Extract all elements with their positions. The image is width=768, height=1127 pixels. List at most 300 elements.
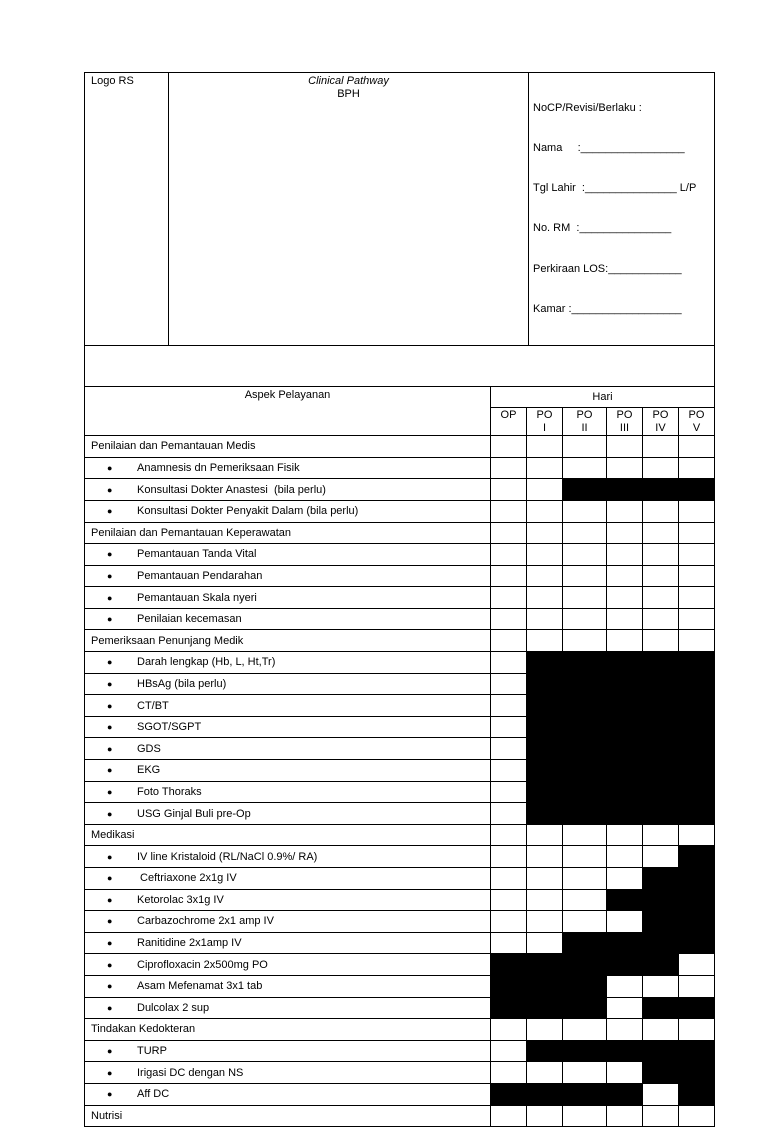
checkbox-cell[interactable]: [491, 911, 527, 933]
bullet-icon: ●: [107, 592, 113, 603]
blocked-cell: [527, 738, 563, 760]
checkbox-cell[interactable]: [563, 587, 607, 609]
meta-perkiraan-los: Perkiraan LOS:____________: [533, 262, 682, 275]
checkbox-cell[interactable]: [527, 630, 563, 652]
checkbox-cell[interactable]: [527, 846, 563, 868]
section-row: [85, 1105, 715, 1127]
checkbox-cell[interactable]: [679, 457, 715, 479]
checkbox-cell[interactable]: [643, 457, 679, 479]
checkbox-cell[interactable]: [527, 1019, 563, 1041]
blocked-cell: [643, 781, 679, 803]
item-label: Aff DC: [137, 1088, 170, 1101]
blank-spacer-row: [85, 346, 715, 387]
item-row: [85, 652, 715, 674]
item-label: Konsultasi Dokter Penyakit Dalam (bila perlu): [137, 505, 359, 518]
checkbox-cell[interactable]: [563, 1105, 607, 1127]
checkbox-cell[interactable]: [491, 436, 527, 458]
checkbox-cell[interactable]: [643, 630, 679, 652]
checkbox-cell[interactable]: [527, 889, 563, 911]
item-cell: [85, 738, 491, 760]
item-cell: [85, 1040, 491, 1062]
item-label: Pemantauan Skala nyeri: [137, 591, 257, 604]
day-column-line2: I: [542, 422, 547, 435]
checkbox-cell[interactable]: [491, 868, 527, 890]
blocked-cell: [563, 716, 607, 738]
checkbox-cell[interactable]: [491, 457, 527, 479]
blocked-cell: [563, 1040, 607, 1062]
checkbox-cell[interactable]: [607, 1105, 643, 1127]
bullet-icon: ●: [107, 1089, 113, 1100]
checkbox-cell[interactable]: [679, 1019, 715, 1041]
checkbox-cell[interactable]: [607, 436, 643, 458]
item-cell: [85, 565, 491, 587]
blocked-cell: [679, 932, 715, 954]
blocked-cell: [679, 1083, 715, 1105]
bullet-icon: ●: [107, 1002, 113, 1013]
item-cell: [85, 975, 491, 997]
item-label: Asam Mefenamat 3x1 tab: [137, 980, 263, 993]
checkbox-cell[interactable]: [563, 457, 607, 479]
blocked-cell: [563, 975, 607, 997]
blocked-cell: [643, 803, 679, 825]
item-cell: [85, 954, 491, 976]
checkbox-cell[interactable]: [643, 608, 679, 630]
checkbox-cell[interactable]: [527, 522, 563, 544]
blocked-cell: [607, 1040, 643, 1062]
blocked-cell: [563, 652, 607, 674]
bullet-icon: ●: [107, 851, 113, 862]
blocked-cell: [563, 932, 607, 954]
checkbox-cell[interactable]: [563, 1062, 607, 1084]
bullet-icon: ●: [107, 808, 113, 819]
item-label: Anamnesis dn Pemeriksaan Fisik: [137, 462, 300, 475]
checkbox-cell[interactable]: [607, 911, 643, 933]
item-label: Irigasi DC dengan NS: [137, 1066, 244, 1079]
bullet-icon: ●: [107, 614, 113, 625]
clinical-pathway-form: [84, 72, 714, 1127]
checkbox-cell[interactable]: [527, 479, 563, 501]
blocked-cell: [527, 1040, 563, 1062]
checkbox-cell[interactable]: [563, 630, 607, 652]
blocked-cell: [643, 1040, 679, 1062]
checkbox-cell[interactable]: [679, 587, 715, 609]
item-label: Konsultasi Dokter Anastesi (bila perlu): [137, 483, 326, 496]
blocked-cell: [607, 716, 643, 738]
item-label: HBsAg (bila perlu): [137, 677, 227, 690]
item-label: Ranitidine 2x1amp IV: [137, 937, 242, 950]
checkbox-cell[interactable]: [491, 587, 527, 609]
checkbox-cell[interactable]: [563, 846, 607, 868]
blocked-cell: [643, 954, 679, 976]
blocked-cell: [527, 760, 563, 782]
checkbox-cell[interactable]: [643, 544, 679, 566]
checkbox-cell[interactable]: [491, 1105, 527, 1127]
checkbox-cell[interactable]: [679, 544, 715, 566]
checkbox-cell[interactable]: [563, 436, 607, 458]
form-header-table: [84, 72, 715, 346]
checkbox-cell[interactable]: [527, 565, 563, 587]
checkbox-cell[interactable]: [527, 1105, 563, 1127]
checkbox-cell[interactable]: [527, 587, 563, 609]
patient-info-cell: [529, 73, 715, 346]
day-column-header: [607, 408, 643, 436]
checkbox-cell[interactable]: [607, 997, 643, 1019]
checkbox-cell[interactable]: [679, 1105, 715, 1127]
checkbox-cell[interactable]: [491, 522, 527, 544]
section-label: Penilaian dan Pemantauan Keperawatan: [85, 522, 491, 544]
checkbox-cell[interactable]: [491, 738, 527, 760]
item-cell: [85, 479, 491, 501]
blocked-cell: [527, 803, 563, 825]
checkbox-cell[interactable]: [491, 652, 527, 674]
blocked-cell: [643, 932, 679, 954]
item-row: [85, 997, 715, 1019]
blocked-cell: [643, 479, 679, 501]
checkbox-cell[interactable]: [643, 587, 679, 609]
checkbox-cell[interactable]: [679, 975, 715, 997]
day-column-line1: PO: [652, 409, 669, 422]
checkbox-cell[interactable]: [491, 479, 527, 501]
blocked-cell: [607, 695, 643, 717]
blocked-cell: [607, 1083, 643, 1105]
blocked-cell: [563, 738, 607, 760]
item-cell: [85, 781, 491, 803]
item-row: [85, 479, 715, 501]
checkbox-cell[interactable]: [679, 608, 715, 630]
blocked-cell: [527, 673, 563, 695]
checkbox-cell[interactable]: [527, 868, 563, 890]
item-cell: [85, 457, 491, 479]
checkbox-cell[interactable]: [491, 544, 527, 566]
blocked-cell: [607, 954, 643, 976]
bullet-icon: ●: [107, 743, 113, 754]
blocked-cell: [679, 803, 715, 825]
checkbox-cell[interactable]: [527, 911, 563, 933]
checkbox-cell[interactable]: [679, 954, 715, 976]
checkbox-cell[interactable]: [679, 824, 715, 846]
blocked-cell: [643, 889, 679, 911]
checkbox-cell[interactable]: [491, 889, 527, 911]
item-row: [85, 868, 715, 890]
blocked-cell: [563, 803, 607, 825]
bullet-icon: ●: [107, 678, 113, 689]
item-row: [85, 781, 715, 803]
checkbox-cell[interactable]: [607, 975, 643, 997]
checkbox-cell[interactable]: [491, 695, 527, 717]
checkbox-cell[interactable]: [679, 565, 715, 587]
item-row: [85, 889, 715, 911]
item-row: [85, 954, 715, 976]
checkbox-cell[interactable]: [527, 608, 563, 630]
checkbox-cell[interactable]: [563, 522, 607, 544]
bullet-icon: ●: [107, 1067, 113, 1078]
blocked-cell: [679, 1040, 715, 1062]
item-label: SGOT/SGPT: [137, 721, 202, 734]
checkbox-cell[interactable]: [607, 587, 643, 609]
checkbox-cell[interactable]: [607, 630, 643, 652]
blocked-cell: [643, 760, 679, 782]
item-row: [85, 673, 715, 695]
day-column-header: [491, 408, 527, 436]
checkbox-cell[interactable]: [643, 436, 679, 458]
item-row: [85, 1040, 715, 1062]
blocked-cell: [643, 695, 679, 717]
checkbox-cell[interactable]: [607, 565, 643, 587]
checkbox-cell[interactable]: [491, 565, 527, 587]
item-row: [85, 716, 715, 738]
section-label: Pemeriksaan Penunjang Medik: [85, 630, 491, 652]
day-column-header: [643, 408, 679, 436]
item-label: Pemantauan Pendarahan: [137, 569, 263, 582]
blocked-cell: [491, 954, 527, 976]
meta-nocp: NoCP/Revisi/Berlaku :: [533, 101, 642, 114]
checkbox-cell[interactable]: [491, 608, 527, 630]
blocked-cell: [679, 673, 715, 695]
checkbox-cell[interactable]: [563, 608, 607, 630]
item-row: [85, 544, 715, 566]
section-label: Penilaian dan Pemantauan Medis: [85, 436, 491, 458]
bullet-icon: ●: [107, 938, 113, 949]
item-row: [85, 608, 715, 630]
checkbox-cell[interactable]: [491, 1062, 527, 1084]
bullet-icon: ●: [107, 894, 113, 905]
blocked-cell: [679, 738, 715, 760]
item-cell: [85, 500, 491, 522]
blocked-cell: [491, 997, 527, 1019]
day-column-line1: PO: [688, 409, 705, 422]
blocked-cell: [607, 781, 643, 803]
section-row: [85, 1019, 715, 1041]
checkbox-cell[interactable]: [491, 781, 527, 803]
item-row: [85, 565, 715, 587]
item-label: Ciprofloxacin 2x500mg PO: [137, 958, 268, 971]
item-cell: [85, 846, 491, 868]
checkbox-cell[interactable]: [679, 500, 715, 522]
blocked-cell: [643, 868, 679, 890]
checkbox-cell[interactable]: [607, 608, 643, 630]
blocked-cell: [607, 673, 643, 695]
meta-nama: Nama :_________________: [533, 142, 685, 155]
checkbox-cell[interactable]: [527, 1062, 563, 1084]
item-cell: [85, 673, 491, 695]
blocked-cell: [643, 738, 679, 760]
checkbox-cell[interactable]: [563, 565, 607, 587]
checkbox-cell[interactable]: [607, 522, 643, 544]
blocked-cell: [527, 954, 563, 976]
day-column-line1: PO: [536, 409, 553, 422]
checkbox-cell[interactable]: [563, 544, 607, 566]
checkbox-cell[interactable]: [491, 630, 527, 652]
item-cell: [85, 803, 491, 825]
checkbox-cell[interactable]: [527, 544, 563, 566]
blocked-cell: [491, 975, 527, 997]
blocked-cell: [679, 479, 715, 501]
checkbox-cell[interactable]: [563, 889, 607, 911]
section-label: Tindakan Kedokteran: [85, 1019, 491, 1041]
checkbox-cell[interactable]: [607, 824, 643, 846]
checkbox-cell[interactable]: [491, 760, 527, 782]
item-cell: [85, 1062, 491, 1084]
bullet-icon: ●: [107, 786, 113, 797]
section-label: Nutrisi: [85, 1105, 491, 1127]
item-row: [85, 975, 715, 997]
checkbox-cell[interactable]: [607, 544, 643, 566]
checkbox-cell[interactable]: [563, 911, 607, 933]
item-row: [85, 1083, 715, 1105]
blocked-cell: [563, 695, 607, 717]
checkbox-cell[interactable]: [607, 500, 643, 522]
day-column-header: [679, 408, 715, 436]
item-label: CT/BT: [137, 699, 169, 712]
checkbox-cell[interactable]: [491, 803, 527, 825]
blocked-cell: [527, 1083, 563, 1105]
blocked-cell: [679, 868, 715, 890]
item-cell: [85, 760, 491, 782]
bullet-icon: ●: [107, 657, 113, 668]
checkbox-cell[interactable]: [607, 457, 643, 479]
blocked-cell: [679, 911, 715, 933]
item-cell: [85, 911, 491, 933]
checkbox-cell[interactable]: [643, 565, 679, 587]
checkbox-cell[interactable]: [491, 824, 527, 846]
day-column-line2: II: [581, 422, 588, 435]
checkbox-cell[interactable]: [491, 846, 527, 868]
checkbox-cell[interactable]: [527, 824, 563, 846]
bullet-icon: ●: [107, 1046, 113, 1057]
blocked-cell: [527, 997, 563, 1019]
checkbox-cell[interactable]: [527, 436, 563, 458]
checkbox-cell[interactable]: [679, 522, 715, 544]
blocked-cell: [679, 695, 715, 717]
checkbox-cell[interactable]: [563, 868, 607, 890]
item-label: TURP: [137, 1045, 167, 1058]
day-column-line1: OP: [500, 409, 517, 422]
day-column-line2: III: [619, 422, 630, 435]
checkbox-cell[interactable]: [563, 500, 607, 522]
item-cell: [85, 716, 491, 738]
section-row: [85, 630, 715, 652]
checkbox-cell[interactable]: [679, 436, 715, 458]
checkbox-cell[interactable]: [491, 716, 527, 738]
item-row: [85, 695, 715, 717]
blocked-cell: [563, 1083, 607, 1105]
blocked-cell: [643, 1062, 679, 1084]
bullet-icon: ●: [107, 981, 113, 992]
checkbox-cell[interactable]: [679, 630, 715, 652]
checkbox-cell[interactable]: [607, 846, 643, 868]
checkbox-cell[interactable]: [491, 500, 527, 522]
item-cell: [85, 1083, 491, 1105]
checkbox-cell[interactable]: [563, 1019, 607, 1041]
checkbox-cell[interactable]: [643, 500, 679, 522]
blocked-cell: [679, 716, 715, 738]
aspect-header: Aspek Pelayanan: [85, 387, 491, 436]
item-cell: [85, 889, 491, 911]
checkbox-cell[interactable]: [607, 1062, 643, 1084]
checkbox-cell[interactable]: [643, 824, 679, 846]
pathway-table: [84, 345, 715, 1127]
section-row: [85, 522, 715, 544]
day-column-line2: IV: [655, 422, 666, 435]
section-row: [85, 436, 715, 458]
checkbox-cell[interactable]: [643, 1105, 679, 1127]
meta-kamar: Kamar :__________________: [533, 302, 682, 315]
blocked-cell: [563, 760, 607, 782]
checkbox-cell[interactable]: [643, 975, 679, 997]
blocked-cell: [643, 673, 679, 695]
item-label: Carbazochrome 2x1 amp IV: [137, 915, 274, 928]
checkbox-cell[interactable]: [491, 1019, 527, 1041]
meta-no-rm: No. RM :_______________: [533, 222, 672, 235]
item-row: [85, 760, 715, 782]
item-label: EKG: [137, 764, 161, 777]
item-cell: [85, 608, 491, 630]
item-label: IV line Kristaloid (RL/NaCl 0.9%/ RA): [137, 850, 318, 863]
checkbox-cell[interactable]: [563, 824, 607, 846]
checkbox-cell[interactable]: [643, 1019, 679, 1041]
column-header-row: [85, 387, 715, 408]
blocked-cell: [607, 932, 643, 954]
item-label: Foto Thoraks: [137, 785, 202, 798]
day-column-header: [527, 408, 563, 436]
bullet-icon: ●: [107, 722, 113, 733]
form-title: Clinical Pathway: [308, 75, 389, 87]
item-cell: [85, 587, 491, 609]
item-label: Ceftriaxone 2x1g IV: [137, 872, 237, 885]
checkbox-cell[interactable]: [491, 1040, 527, 1062]
item-label: Dulcolax 2 sup: [137, 1001, 210, 1014]
checkbox-cell[interactable]: [607, 868, 643, 890]
item-label: USG Ginjal Buli pre-Op: [137, 807, 251, 820]
blocked-cell: [679, 1062, 715, 1084]
item-cell: [85, 652, 491, 674]
item-label: Penilaian kecemasan: [137, 613, 242, 626]
blocked-cell: [527, 975, 563, 997]
item-row: [85, 932, 715, 954]
checkbox-cell[interactable]: [643, 1083, 679, 1105]
checkbox-cell[interactable]: [491, 673, 527, 695]
checkbox-cell[interactable]: [643, 846, 679, 868]
blocked-cell: [643, 652, 679, 674]
item-label: Pemantauan Tanda Vital: [137, 548, 257, 561]
item-cell: [85, 932, 491, 954]
blocked-cell: [643, 716, 679, 738]
hospital-logo-placeholder: Logo RS: [85, 73, 169, 346]
bullet-icon: ●: [107, 700, 113, 711]
blocked-cell: [679, 889, 715, 911]
checkbox-cell[interactable]: [527, 457, 563, 479]
checkbox-cell[interactable]: [491, 932, 527, 954]
checkbox-cell[interactable]: [643, 522, 679, 544]
blocked-cell: [563, 673, 607, 695]
blocked-cell: [563, 781, 607, 803]
item-row: [85, 1062, 715, 1084]
day-column-line2: V: [692, 422, 701, 435]
section-row: [85, 824, 715, 846]
checkbox-cell[interactable]: [607, 1019, 643, 1041]
day-column-header: [563, 408, 607, 436]
item-label: Ketorolac 3x1g IV: [137, 893, 224, 906]
checkbox-cell[interactable]: [527, 500, 563, 522]
item-row: [85, 500, 715, 522]
item-cell: [85, 695, 491, 717]
blocked-cell: [563, 954, 607, 976]
blocked-cell: [679, 997, 715, 1019]
blocked-cell: [643, 997, 679, 1019]
item-row: [85, 803, 715, 825]
item-row: [85, 911, 715, 933]
checkbox-cell[interactable]: [527, 932, 563, 954]
